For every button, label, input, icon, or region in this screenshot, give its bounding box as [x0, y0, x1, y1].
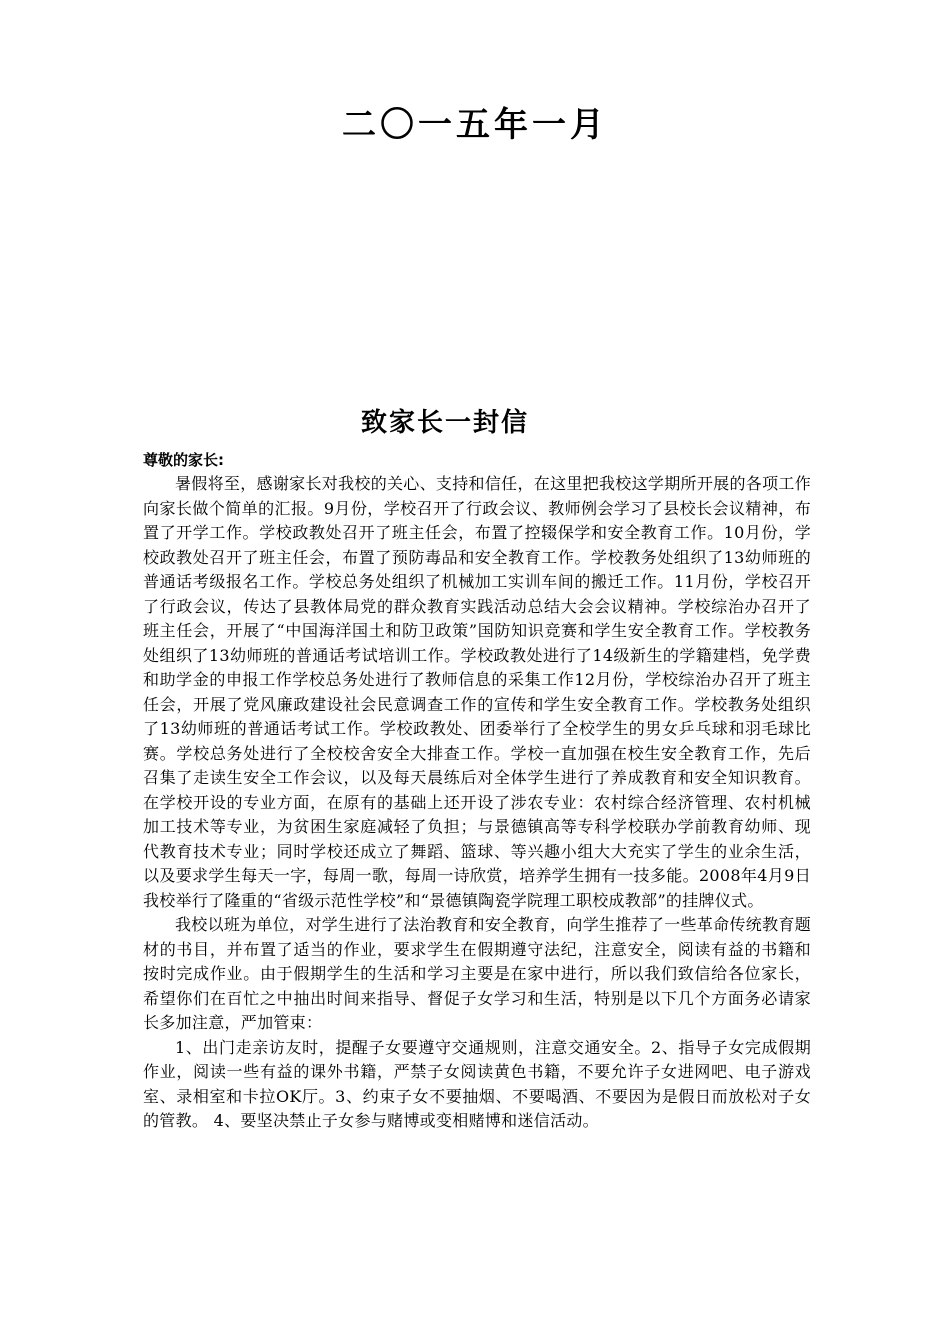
cover-date: 二〇一五年一月 [342, 105, 608, 145]
letter-title: 致家长一封信 [360, 408, 529, 438]
letter-body [143, 448, 811, 1134]
paragraph-school-report: 暑假将至，感谢家长对我校的关心、支持和信任，在这里把我校这学期所开展的各项工作向家长做个简单的汇报。9月份，学校召开了行政会议、教师例会学习了县校长会议精神，布置了开学工作。学校政教处召开了班主任会，布置了控辍保学和安全教育工作。10月份，学校政教处召开了班主任会，布置了预防毒品和安全教育工作。学校教务处组织了13幼师班的普通话考级报名工作。学校总务处组织了机械加工实训车间的搬迁工作。11月份，学校召开了行政会议，传达了县教体局党的群众教育实践活动总结大会会议精神。学校综治办召开了班主任会，开展了“中国海洋国土和防卫政策”国防知识竞赛和学生安全教育工作。学校教务处组织了13幼师班的普通话考试培训工作。学校政教处进行了14级新生的学籍建档，免学费和助学金的申报工作学校总务处进行了教师信息的采集工作12月份，学校综治办召开了班主任会，开展了党风廉政建设社会民意调查工作的宣传和学生安全教育工作。学校教务处组织了13幼师班的普通话考试工作。学校政教处、团委举行了全校学生的男女乒乓球和羽毛球比赛。学校总务处进行了全校校舍安全大排查工作。学校一直加强在校生安全教育工作，先后召集了走读生安全工作会议，以及每天晨练后对全体学生进行了养成教育和安全知识教育。在学校开设的专业方面，在原有的基础上还开设了涉农专业：农村综合经济管理、农村机械加工技术等专业，为贫困生家庭减轻了负担；与景德镇高等专科学校联办学前教育幼师、现代教育技术专业；同时学校还成立了舞蹈、篮球、等兴趣小组大大充实了学生的业余生活，以及要求学生每天一字，每周一歌，每周一诗欣赏，培养学生拥有一技多能。2008年4月9日我校举行了隆重的“省级示范性学校”和“景德镇陶瓷学院理工职校成教部”的挂牌仪式。 [143, 474, 811, 910]
paragraph-parent-requests: 1、出门走亲访友时，提醒子女要遵守交通规则，注意交通安全。2、指导子女完成假期作业，阅读一些有益的课外书籍，严禁子女阅读黄色书籍，不要允许子女进网吧、电子游戏室、录相室和卡拉OK厅。3、约束子女不要抽烟、不要喝酒、不要因为是假日而放松对子女的管教。 4、要坚决禁止子女参与赌博或变相赌博和迷信活动。 [143, 1037, 811, 1130]
paragraph-holiday-education: 我校以班为单位，对学生进行了法治教育和安全教育，向学生推荐了一些革命传统教育题材的书目，并布置了适当的作业，要求学生在假期遵守法纪，注意安全，阅读有益的书籍和按时完成作业。由于假期学生的生活和学习主要是在家中进行，所以我们致信给各位家长，希望你们在百忙之中抽出时间来指导、督促子女学习和生活，特别是以下几个方面务必请家长多加注意，严加管束： [143, 915, 811, 1032]
salutation: 尊敬的家长: [143, 451, 224, 469]
